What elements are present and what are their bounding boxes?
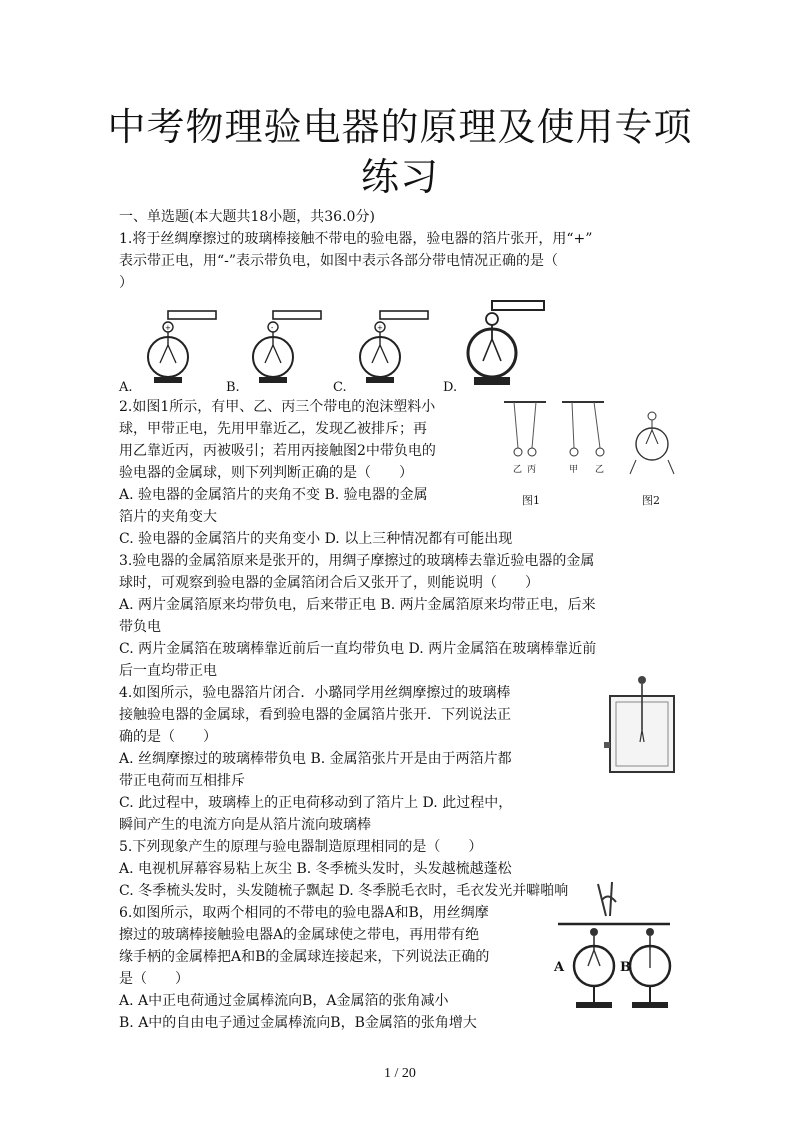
q1-figure-c — [352, 305, 432, 390]
fig6-label-b: B — [620, 960, 631, 975]
text-line: 验电器的金属球，则下列判断正确的是（ ） — [119, 465, 413, 481]
page-indicator: 1 / 20 — [384, 1066, 416, 1081]
text-line: 表示带正电，用“-”表示带负电，如图中表示各部分带电情况正确的是（ — [119, 253, 559, 269]
text-line: 缘手柄的金属棒把A和B的金属球连接起来，下列说法正确的 — [119, 949, 490, 965]
text-line: A. 两片金属箔原来均带负电，后来带正电 B. 两片金属箔原来均带正电，后来 — [119, 597, 596, 613]
fig2-label-jia: 甲 — [569, 465, 579, 475]
q1-figure-b — [245, 305, 325, 390]
q1-figure-a — [140, 305, 220, 390]
q1-option-d: D. — [443, 380, 458, 395]
title-line-1: 中考物理验电器的原理及使用专项 — [107, 105, 693, 149]
fig2-caption-2: 图2 — [642, 494, 660, 507]
text-line: 用乙靠近丙，丙被吸引；若用丙接触图2中带负电的 — [119, 443, 436, 459]
text-line: A. A中正电荷通过金属棒流向B，A金属箔的张角减小 — [119, 993, 449, 1009]
text-line: 1.将于丝绸摩擦过的玻璃棒接触不带电的验电器，验电器的箔片张开，用“+” — [119, 231, 593, 247]
text-line: 带正电荷而互相排斥 — [119, 773, 245, 789]
q6-figure — [550, 880, 680, 1020]
fig2-caption-1: 图1 — [522, 494, 540, 507]
text-line: 6.如图所示，取两个相同的不带电的验电器A和B，用丝绸摩 — [119, 905, 489, 921]
q1-figure-d — [462, 295, 552, 390]
text-line: ） — [119, 275, 133, 291]
q4-figure — [600, 672, 684, 776]
svg-text:+: + — [165, 324, 171, 332]
text-line: 3.验电器的金属箔原来是张开的，用绸子摩擦过的玻璃棒去靠近验电器的金属 — [119, 553, 595, 569]
text-line: 后一直均带正电 — [119, 663, 217, 679]
section-heading: 一、单选题(本大题共18小题，共36.0分) — [119, 209, 375, 225]
text-line: C. 冬季梳头发时，头发随梳子飘起 D. 冬季脱毛衣时，毛衣发光并噼啪响 — [119, 883, 569, 899]
svg-text:-: - — [271, 324, 274, 332]
text-line: 带负电 — [119, 619, 161, 635]
svg-text:+: + — [377, 324, 383, 332]
text-line: 4.如图所示，验电器箔片闭合．小璐同学用丝绸摩擦过的玻璃棒 — [119, 685, 511, 701]
fig2-label-yi: 乙 — [513, 465, 523, 475]
text-line: C. 两片金属箔在玻璃棒靠近前后一直均带负电 D. 两片金属箔在玻璃棒靠近前 — [119, 641, 597, 657]
text-line: A. 电视机屏幕容易粘上灰尘 B. 冬季梳头发时，头发越梳越蓬松 — [119, 861, 512, 877]
text-line: 球，甲带正电，先用甲靠近乙，发现乙被排斥；再 — [119, 421, 427, 437]
q2-figure — [496, 396, 676, 514]
text-line: 确的是（ ） — [119, 729, 217, 745]
text-line: B. A中的自由电子通过金属棒流向B，B金属箔的张角增大 — [119, 1015, 477, 1031]
title-line-2: 练习 — [360, 155, 439, 199]
fig6-label-a: A — [554, 960, 565, 975]
text-line: A. 验电器的金属箔片的夹角不变 B. 验电器的金属 — [119, 487, 428, 503]
q1-option-b: B. — [226, 380, 240, 395]
text-line: A. 丝绸摩擦过的玻璃棒带负电 B. 金属箔张片开是由于两箔片都 — [119, 751, 512, 767]
q1-option-c: C. — [333, 380, 347, 395]
text-line: 是（ ） — [119, 971, 189, 987]
text-line: C. 验电器的金属箔片的夹角变小 D. 以上三种情况都有可能出现 — [119, 531, 513, 547]
fig2-label-yi-2: 乙 — [595, 465, 605, 475]
text-line: 2.如图1所示，有甲、乙、丙三个带电的泡沫塑料小 — [119, 399, 436, 415]
text-line: 接触验电器的金属球，看到验电器的金属箔片张开．下列说法正 — [119, 707, 511, 723]
text-line: 球时，可观察到验电器的金属箔闭合后又张开了，则能说明（ ） — [119, 575, 539, 591]
text-line: 擦过的玻璃棒接触验电器A的金属球使之带电，再用带有绝 — [119, 927, 480, 943]
text-line: C. 此过程中，玻璃棒上的正电荷移动到了箔片上 D. 此过程中， — [119, 795, 513, 811]
text-line: 瞬间产生的电流方向是从箔片流向玻璃棒 — [119, 817, 371, 833]
text-line: 5.下列现象产生的原理与验电器制造原理相同的是（ ） — [119, 839, 483, 855]
q1-option-a: A. — [119, 380, 133, 395]
fig2-label-bing: 丙 — [527, 465, 537, 475]
text-line: 箔片的夹角变大 — [119, 509, 217, 525]
